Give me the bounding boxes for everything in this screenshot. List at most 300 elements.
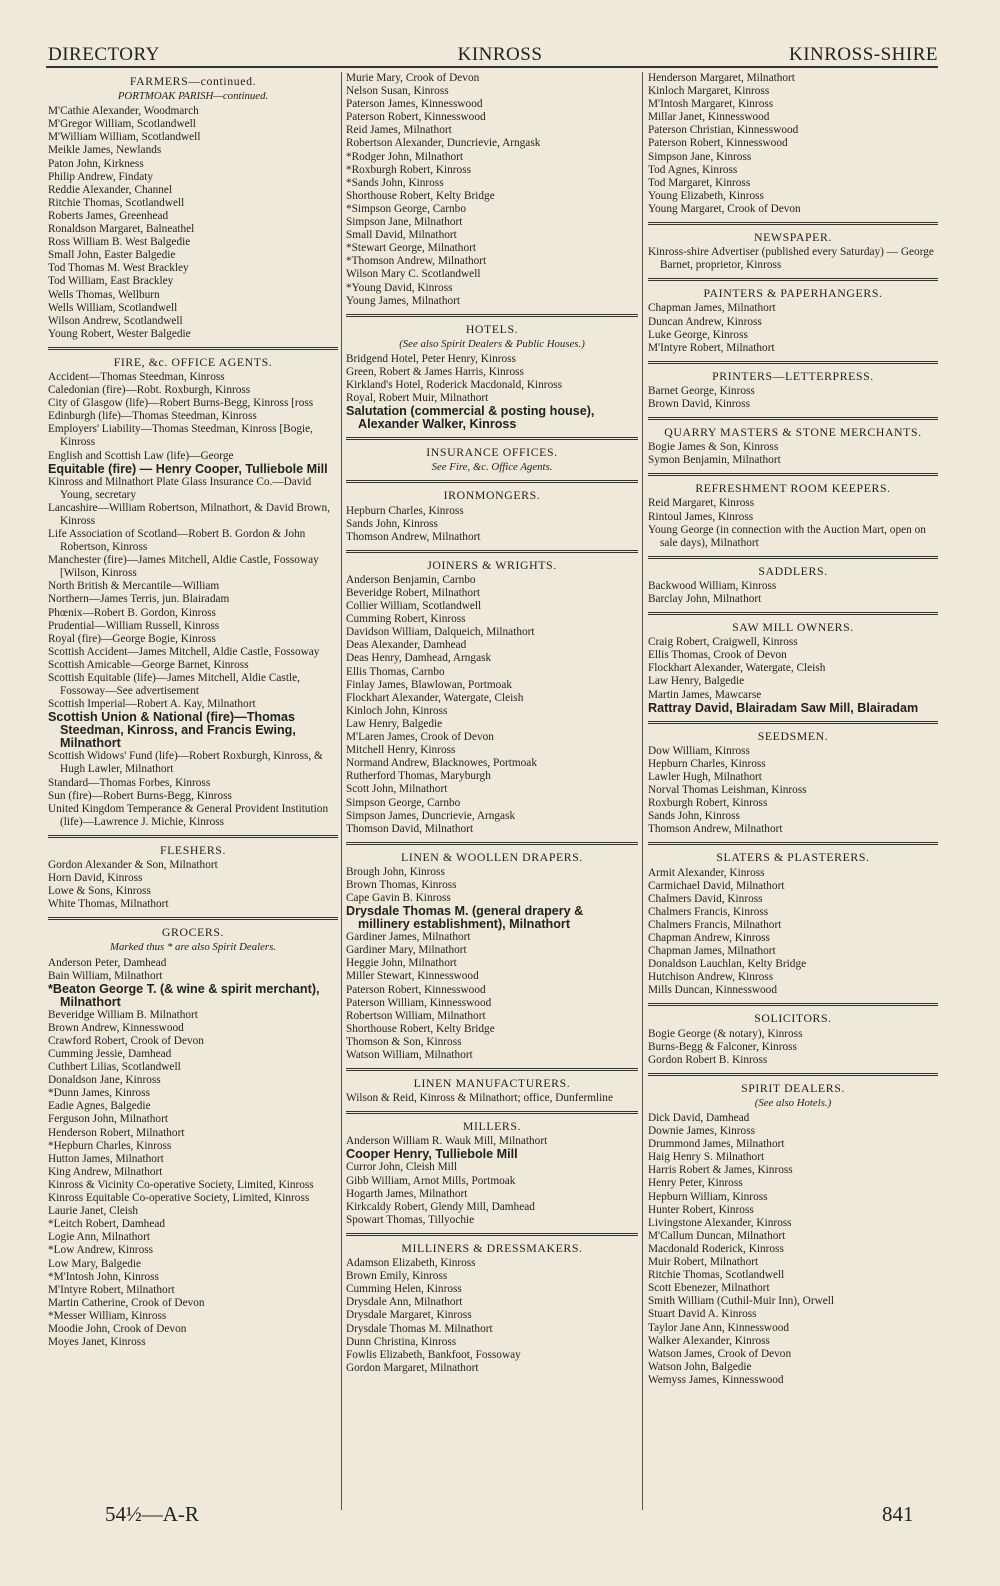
directory-entry: Royal, Robert Muir, Milnathort <box>346 392 489 405</box>
directory-section <box>346 72 638 308</box>
directory-entry: Lowe & Sons, Kinross <box>48 885 151 898</box>
section-separator <box>346 1111 638 1114</box>
directory-entry: Tod William, East Brackley <box>48 275 174 288</box>
directory-entry: Rutherford Thomas, Maryburgh <box>346 770 491 783</box>
directory-entry: Simpson George, Carnbo <box>346 796 461 809</box>
directory-entry: Caledonian (fire)—Robt. Roxburgh, Kinross <box>48 384 251 397</box>
header-right-title: KINROSS-SHIRE <box>788 44 938 65</box>
directory-entry: Hepburn Charles, Kinross <box>648 757 766 770</box>
directory-entry: Macdonald Roderick, Kinross <box>648 1242 784 1255</box>
section-separator <box>648 222 938 225</box>
directory-entry: Smith William (Cuthil-Muir Inn), Orwell <box>648 1295 835 1308</box>
section-separator <box>346 314 638 317</box>
directory-entry: Ferguson John, Milnathort <box>48 1113 168 1126</box>
directory-entry: Kinross-shire Advertiser (published every Saturday) — George Barnet, proprietor, Kinross <box>648 246 934 272</box>
directory-entry: Salutation (commercial & posting house), Alexander Walker, Kinross <box>346 404 595 432</box>
directory-entry: Phœnix—Robert B. Gordon, Kinross <box>48 606 216 619</box>
directory-entry: Wilson & Reid, Kinross & Milnathort; office, Dunfermline <box>346 1092 613 1105</box>
section-subtitle: PORTMOAK PARISH—continued. <box>117 90 269 103</box>
section-title: SEEDSMEN. <box>757 728 829 743</box>
directory-entry: Armit Alexander, Kinross <box>648 866 765 879</box>
directory-entry: Curror John, Cleish Mill <box>346 1161 458 1174</box>
directory-entry: Watson John, Balgedie <box>648 1360 752 1373</box>
directory-entry: Sun (fire)—Robert Burns-Begg, Kinross <box>48 789 232 802</box>
directory-section <box>648 1082 938 1387</box>
directory-entry: Shorthouse Robert, Kelty Bridge <box>346 1022 495 1035</box>
directory-entry: Watson William, Milnathort <box>346 1049 473 1061</box>
directory-entry: Royal (fire)—George Bogie, Kinross <box>48 632 216 645</box>
directory-entry: Laurie Janet, Cleish <box>48 1205 139 1218</box>
directory-entry: Employers' Liability—Thomas Steedman, Kinross [Bogie, Kinross <box>48 423 313 449</box>
directory-section <box>346 489 638 543</box>
directory-entry: Harris Robert & James, Kinross <box>648 1164 793 1177</box>
section-separator <box>648 361 938 364</box>
section-separator <box>48 835 338 838</box>
directory-entry: *M'Intosh John, Kinross <box>48 1270 159 1283</box>
directory-entry: Eadie Agnes, Balgedie <box>48 1100 151 1113</box>
directory-entry: Wells Thomas, Wellburn <box>48 288 160 301</box>
directory-entry: Collier William, Scotlandwell <box>346 600 482 613</box>
section-title: SADDLERS. <box>758 563 828 578</box>
section-separator <box>346 1233 638 1236</box>
directory-entry: *Leitch Robert, Damhead <box>48 1218 166 1231</box>
directory-entry: Cuthbert Lilias, Scotlandwell <box>48 1061 181 1074</box>
directory-entry: Logie Ann, Milnathort <box>48 1231 150 1244</box>
directory-entry: Stuart David A. Kinross <box>648 1308 757 1321</box>
directory-entry: Scott John, Milnathort <box>346 783 448 796</box>
directory-entry: Rattray David, Blairadam Saw Mill, Blairadam <box>648 700 919 715</box>
directory-entry: Hunter Robert, Kinross <box>648 1203 754 1216</box>
section-title: SAW MILL OWNERS. <box>732 620 854 635</box>
directory-entry: Law Henry, Balgedie <box>346 717 443 730</box>
directory-entry: Drysdale Ann, Milnathort <box>346 1296 463 1309</box>
directory-entry: Luke George, Kinross <box>648 328 748 341</box>
header-left-title: DIRECTORY <box>48 44 160 65</box>
directory-entry: Dunn Christina, Kinross <box>346 1335 457 1348</box>
directory-entry: Brown Thomas, Kinross <box>346 878 457 891</box>
directory-entry: Young Elizabeth, Kinross <box>648 189 764 202</box>
directory-entry: Simpson Jane, Kinross <box>648 150 752 163</box>
directory-entry: Kinross & Vicinity Co-operative Society, Limited, Kinross <box>48 1178 314 1191</box>
directory-entry: Chapman James, Milnathort <box>648 302 776 315</box>
section-subtitle: (See also Spirit Dealers & Public Houses.) <box>399 337 585 350</box>
directory-entry: Thomson Andrew, Milnathort <box>346 530 481 543</box>
directory-entry: Beveridge William B. Milnathort <box>48 1008 198 1021</box>
directory-entry: Murie Mary, Crook of Devon <box>346 72 480 84</box>
section-separator <box>346 437 638 440</box>
directory-entry: Bogie James & Son, Kinross <box>648 441 779 454</box>
directory-section <box>346 1242 638 1375</box>
directory-entry: Kirkcaldy Robert, Glendy Mill, Damhead <box>346 1200 535 1213</box>
directory-entry: Reid Margaret, Kinross <box>648 497 755 510</box>
directory-entry: Young Robert, Wester Balgedie <box>48 327 191 340</box>
directory-entry: Hutchison Andrew, Kinross <box>648 971 774 984</box>
directory-entry: Kinross and Milnathort Plate Glass Insurance Co.—David Young, secretary <box>48 475 312 501</box>
directory-entry: Manchester (fire)—James Mitchell, Aldie Castle, Fossoway [Wilson, Kinross <box>48 554 319 580</box>
directory-entry: *Roxburgh Robert, Kinross <box>346 163 471 176</box>
section-title: JOINERS & WRIGHTS. <box>427 557 557 572</box>
directory-entry: Reid James, Milnathort <box>346 124 452 137</box>
directory-entry: Drysdale Margaret, Kinross <box>346 1309 472 1322</box>
directory-entry: Chapman James, Milnathort <box>648 945 776 958</box>
directory-entry: *Thomson Andrew, Milnathort <box>346 255 487 268</box>
directory-entry: Haig Henry S. Milnathort <box>648 1151 765 1164</box>
directory-entry: Sands John, Kinross <box>346 517 438 530</box>
directory-entry: Martin Catherine, Crook of Devon <box>48 1296 205 1309</box>
directory-entry: Chalmers Francis, Milnathort <box>648 918 782 931</box>
section-title: FLESHERS. <box>159 842 227 857</box>
directory-entry: Chapman Andrew, Kinross <box>648 931 770 944</box>
directory-entry: Shorthouse Robert, Kelty Bridge <box>346 189 495 202</box>
directory-entry: M'Intosh Margaret, Kinross <box>648 98 774 111</box>
directory-entry: Downie James, Kinross <box>648 1125 755 1138</box>
directory-entry: Dow William, Kinross <box>648 744 750 757</box>
directory-entry: Bogie George (& notary), Kinross <box>648 1027 803 1040</box>
section-title: PRINTERS—LETTERPRESS. <box>712 368 874 383</box>
directory-entry: Northern—James Terris, jun. Blairadam <box>48 593 230 606</box>
directory-entry: Tod Thomas M. West Brackley <box>48 262 189 275</box>
section-title: MILLINERS & DRESSMAKERS. <box>401 1240 583 1255</box>
directory-section <box>648 72 938 216</box>
directory-entry: Normand Andrew, Blacknowes, Portmoak <box>346 757 537 770</box>
section-title: MILLERS. <box>462 1119 522 1134</box>
directory-entry: Low Mary, Balgedie <box>48 1257 142 1270</box>
directory-entry: Spowart Thomas, Tillyochie <box>346 1213 475 1226</box>
directory-entry: *Simpson George, Carnbo <box>346 202 466 215</box>
directory-entry: Nelson Susan, Kinross <box>346 85 449 98</box>
directory-entry: Paterson William, Kinnesswood <box>346 996 492 1009</box>
directory-entry: Meikle James, Newlands <box>48 144 162 157</box>
directory-entry: Paton John, Kirkness <box>48 157 144 170</box>
directory-entry: Ellis Thomas, Carnbo <box>346 665 445 678</box>
directory-entry: *Young David, Kinross <box>346 281 453 294</box>
directory-entry: Walker Alexander, Kinross <box>648 1334 770 1347</box>
directory-entry: Wilson Andrew, Scotlandwell <box>48 314 183 327</box>
directory-entry: Law Henry, Balgedie <box>648 675 745 688</box>
section-title: LINEN MANUFACTURERS. <box>413 1076 571 1091</box>
directory-entry: Roberts James, Greenhead <box>48 209 169 222</box>
directory-entry: Scottish Widows' Fund (life)—Robert Roxburgh, Kinross, & Hugh Lawler, Milnathort <box>48 750 323 776</box>
section-separator <box>648 612 938 615</box>
directory-entry: Bridgend Hotel, Peter Henry, Kinross <box>346 352 516 365</box>
section-separator <box>346 1068 638 1071</box>
directory-entry: Hepburn Charles, Kinross <box>346 504 464 517</box>
directory-entry: Mitchell Henry, Kinross <box>346 744 456 757</box>
directory-entry: Carmichael David, Milnathort <box>648 879 785 892</box>
directory-entry: Small John, Easter Balgedie <box>48 249 176 262</box>
section-separator <box>48 917 338 920</box>
directory-entry: Duncan Andrew, Kinross <box>648 315 762 328</box>
directory-entry: Reddie Alexander, Channel <box>48 183 173 196</box>
directory-entry: Donaldson Jane, Kinross <box>48 1074 161 1087</box>
directory-entry: Scott Ebenezer, Milnathort <box>648 1282 770 1295</box>
directory-entry: Roxburgh Robert, Kinross <box>648 797 768 810</box>
directory-entry: Accident—Thomas Steedman, Kinross <box>48 370 225 383</box>
directory-entry: Drummond James, Milnathort <box>648 1138 785 1151</box>
directory-entry: *Stewart George, Milnathort <box>346 242 476 255</box>
header-center-title: KINROSS <box>457 44 543 65</box>
directory-entry: Paterson Robert, Kinnesswood <box>346 983 486 996</box>
directory-entry: Brown David, Kinross <box>648 397 750 410</box>
directory-entry: United Kingdom Temperance & General Provident Institution (life)—Lawrence J. Michie, Kinross <box>48 802 329 828</box>
directory-section <box>48 356 338 829</box>
directory-entry: City of Glasgow (life)—Robert Burns-Begg, Kinross [ross <box>48 397 314 410</box>
directory-entry: Wemyss James, Kinnesswood <box>648 1373 784 1386</box>
section-title: REFRESHMENT ROOM KEEPERS. <box>695 481 891 496</box>
directory-entry: Small David, Milnathort <box>346 229 457 242</box>
directory-section <box>48 926 338 1349</box>
column-divider <box>341 72 342 1510</box>
header-rule <box>46 66 938 68</box>
directory-entry: Kinross Equitable Co-operative Society, Limited, Kinross <box>48 1192 310 1205</box>
directory-entry: Symon Benjamin, Milnathort <box>648 454 781 467</box>
directory-section <box>346 446 638 474</box>
directory-entry: Bain William, Milnathort <box>48 969 163 982</box>
directory-entry: Hepburn William, Kinross <box>648 1190 768 1203</box>
directory-entry: Backwood William, Kinross <box>648 579 777 592</box>
directory-entry: M'Intyre Robert, Milnathort <box>648 341 775 354</box>
directory-entry: Cumming Helen, Kinross <box>346 1283 462 1296</box>
directory-entry: *Messer William, Kinross <box>48 1309 167 1322</box>
directory-entry: Paterson Christian, Kinnesswood <box>648 124 799 137</box>
directory-entry: Deas Henry, Damhead, Arngask <box>346 652 492 665</box>
directory-entry: Ritchie Thomas, Scotlandwell <box>48 196 185 209</box>
directory-entry: Deas Alexander, Damhead <box>346 639 467 652</box>
section-separator <box>648 417 938 420</box>
section-subtitle: (See also Hotels.) <box>754 1096 832 1109</box>
directory-section <box>648 370 938 411</box>
column-3 <box>648 72 938 1502</box>
directory-section <box>648 426 938 467</box>
section-separator <box>346 550 638 553</box>
directory-section <box>648 231 938 272</box>
section-title: SLATERS & PLASTERERS. <box>716 850 870 865</box>
directory-entry: Scottish Union & National (fire)—Thomas Steedman, Kinross, and Francis Ewing, Milnathort <box>48 710 296 751</box>
directory-section <box>48 844 338 911</box>
directory-entry: Davidson William, Dalqueich, Milnathort <box>346 626 535 639</box>
directory-entry: Anderson Peter, Damhead <box>48 956 167 969</box>
directory-entry: Mills Duncan, Kinnesswood <box>648 984 777 997</box>
directory-entry: Moodie John, Crook of Devon <box>48 1322 187 1335</box>
directory-section <box>648 730 938 837</box>
column-1 <box>48 72 338 1502</box>
directory-entry: *Low Andrew, Kinross <box>48 1244 154 1257</box>
directory-entry: Prudential—William Russell, Kinross <box>48 619 220 632</box>
directory-entry: Anderson William R. Wauk Mill, Milnathort <box>346 1135 548 1148</box>
directory-entry: Norval Thomas Leishman, Kinross <box>648 784 807 797</box>
directory-entry: Watson James, Crook of Devon <box>648 1347 792 1360</box>
directory-entry: Robertson Alexander, Duncrievie, Arngask <box>346 137 541 150</box>
directory-entry: Young Margaret, Crook of Devon <box>648 202 801 215</box>
directory-entry: M'Callum Duncan, Milnathort <box>648 1229 786 1242</box>
section-separator <box>346 480 638 483</box>
section-title: QUARRY MASTERS & STONE MERCHANTS. <box>664 425 922 440</box>
directory-entry: Drysdale Thomas M. (general drapery & millinery establishment), Milnathort <box>346 904 584 932</box>
section-separator <box>648 556 938 559</box>
directory-entry: Flockhart Alexander, Watergate, Cleish <box>648 662 826 675</box>
directory-entry: Donaldson Lauchlan, Kelty Bridge <box>648 958 807 971</box>
section-separator <box>648 1073 938 1076</box>
directory-section <box>648 1012 938 1066</box>
directory-entry: M'William William, Scotlandwell <box>48 131 201 144</box>
directory-entry: Henderson Robert, Milnathort <box>48 1126 185 1139</box>
directory-entry: Millar Janet, Kinnesswood <box>648 111 770 124</box>
directory-entry: Moyes Janet, Kinross <box>48 1336 146 1349</box>
directory-entry: Kinloch Margaret, Kinross <box>648 85 770 98</box>
section-title: HOTELS. <box>465 321 519 336</box>
directory-entry: Scottish Imperial—Robert A. Kay, Milnathort <box>48 698 256 711</box>
column-2 <box>346 72 638 1502</box>
page-number: 841 <box>882 1502 914 1526</box>
directory-entry: M'Gregor William, Scotlandwell <box>48 118 196 131</box>
directory-entry: Standard—Thomas Forbes, Kinross <box>48 776 211 789</box>
directory-entry: M'Cathie Alexander, Woodmarch <box>48 105 199 118</box>
directory-entry: Gordon Robert B. Kinross <box>648 1053 768 1066</box>
directory-entry: Ross William B. West Balgedie <box>48 236 191 249</box>
directory-entry: Flockhart Alexander, Watergate, Cleish <box>346 691 524 704</box>
directory-entry: Scottish Accident—James Mitchell, Aldie Castle, Fossoway <box>48 645 320 658</box>
section-title: FIRE, &c. OFFICE AGENTS. <box>113 354 273 369</box>
directory-entry: Livingstone Alexander, Kinross <box>648 1216 792 1229</box>
directory-entry: Henry Peter, Kinross <box>648 1177 743 1190</box>
directory-entry: *Sands John, Kinross <box>346 176 444 189</box>
directory-section <box>648 621 938 715</box>
directory-entry: Chalmers Francis, Kinross <box>648 905 769 918</box>
directory-entry: M'Intyre Robert, Milnathort <box>48 1283 175 1296</box>
section-title: PAINTERS & PAPERHANGERS. <box>703 286 883 301</box>
directory-entry: Ronaldson Margaret, Balneathel <box>48 223 195 236</box>
directory-entry: Cumming Robert, Kinross <box>346 613 466 626</box>
directory-entry: Gardiner Mary, Milnathort <box>346 944 467 957</box>
directory-entry: *Dunn James, Kinross <box>48 1087 150 1100</box>
section-title: GROCERS. <box>161 925 225 940</box>
directory-entry: Fowlis Elizabeth, Bankfoot, Fossoway <box>346 1348 521 1361</box>
directory-entry: Cape Gavin B. Kinross <box>346 892 451 905</box>
directory-entry: Thomson & Son, Kinross <box>346 1035 462 1048</box>
section-subtitle: Marked thus * are also Spirit Dealers. <box>109 941 277 954</box>
directory-entry: Martin James, Mawcarse <box>648 688 762 701</box>
directory-section <box>648 851 938 997</box>
directory-section <box>346 323 638 432</box>
section-separator <box>648 278 938 281</box>
directory-entry: North British & Mercantile—William <box>48 580 220 593</box>
directory-entry: Chalmers David, Kinross <box>648 892 763 905</box>
directory-entry: Gardiner James, Milnathort <box>346 931 471 944</box>
section-separator <box>648 473 938 476</box>
directory-entry: Cooper Henry, Tulliebole Mill <box>346 1147 518 1162</box>
directory-entry: King Andrew, Milnathort <box>48 1165 163 1178</box>
directory-entry: M'Laren James, Crook of Devon <box>346 731 494 744</box>
directory-entry: Adamson Elizabeth, Kinross <box>346 1257 476 1270</box>
directory-entry: Horn David, Kinross <box>48 872 143 885</box>
section-title: SOLICITORS. <box>754 1011 832 1026</box>
section-title: INSURANCE OFFICES. <box>426 445 558 460</box>
directory-entry: Crawford Robert, Crook of Devon <box>48 1034 204 1047</box>
directory-entry: Brown Emily, Kinross <box>346 1270 448 1283</box>
directory-entry: Paterson Robert, Kinnesswood <box>346 111 486 124</box>
section-title: LINEN & WOOLLEN DRAPERS. <box>401 849 583 864</box>
directory-entry: *Rodger John, Milnathort <box>346 150 464 163</box>
directory-entry: Thomson Andrew, Milnathort <box>648 823 783 836</box>
directory-entry: Beveridge Robert, Milnathort <box>346 587 480 599</box>
directory-entry: Henderson Margaret, Milnathort <box>648 72 795 84</box>
directory-entry: Life Association of Scotland—Robert B. Gordon & John Robertson, Kinross <box>48 528 306 554</box>
directory-entry: Paterson James, Kinnesswood <box>346 98 483 111</box>
directory-entry: Simpson Jane, Milnathort <box>346 216 463 229</box>
directory-entry: Tod Margaret, Kinross <box>648 176 751 189</box>
directory-entry: Muir Robert, Milnathort <box>648 1256 759 1269</box>
directory-entry: Drysdale Thomas M. Milnathort <box>346 1322 493 1335</box>
directory-section <box>346 851 638 1062</box>
directory-entry: Craig Robert, Craigwell, Kinross <box>648 636 798 649</box>
directory-entry: Simpson James, Duncrievie, Arngask <box>346 809 516 822</box>
directory-entry: Green, Robert & James Harris, Kinross <box>346 365 524 378</box>
directory-entry: Barnet George, Kinross <box>648 384 755 397</box>
directory-entry: Scottish Equitable (life)—James Mitchell, Aldie Castle, Fossoway—See advertisement <box>48 672 300 698</box>
directory-entry: Equitable (fire) — Henry Cooper, Tulliebole Mill <box>48 461 328 476</box>
directory-entry: Kirkland's Hotel, Roderick Macdonald, Kinross <box>346 379 563 392</box>
directory-entry: Brown Andrew, Kinnesswood <box>48 1021 184 1034</box>
directory-entry: Young George (in connection with the Auction Mart, open on sale days), Milnathort <box>648 523 926 549</box>
directory-entry: Young James, Milnathort <box>346 294 461 307</box>
directory-section <box>48 75 338 341</box>
section-separator <box>346 842 638 845</box>
section-title: IRONMONGERS. <box>443 488 541 503</box>
section-separator <box>648 721 938 724</box>
directory-entry: Gordon Alexander & Son, Milnathort <box>48 858 218 871</box>
footer-signature-mark: 54½—A-R <box>105 1502 199 1526</box>
directory-entry: Lawler Hugh, Milnathort <box>648 770 762 783</box>
directory-entry: *Beaton George T. (& wine & spirit merchant), Milnathort <box>48 981 320 1009</box>
directory-entry: White Thomas, Milnathort <box>48 898 169 911</box>
section-separator <box>48 347 338 350</box>
directory-entry: Tod Agnes, Kinross <box>648 163 738 176</box>
directory-section <box>346 1077 638 1105</box>
section-separator <box>648 1003 938 1006</box>
directory-entry: Barclay John, Milnathort <box>648 593 762 605</box>
directory-entry: Sands John, Kinross <box>648 810 740 823</box>
directory-entry: Ritchie Thomas, Scotlandwell <box>648 1269 785 1282</box>
directory-entry: Wells William, Scotlandwell <box>48 301 178 314</box>
directory-entry: Scottish Amicable—George Barnet, Kinross <box>48 658 249 671</box>
directory-entry: Robertson William, Milnathort <box>346 1009 486 1022</box>
directory-section <box>346 1120 638 1227</box>
directory-entry: Miller Stewart, Kinnesswood <box>346 970 479 983</box>
directory-entry: Paterson Robert, Kinnesswood <box>648 137 788 150</box>
directory-entry: Edinburgh (life)—Thomas Steedman, Kinross <box>48 410 257 423</box>
directory-entry: Dick David, Damhead <box>648 1112 750 1124</box>
directory-entry: Heggie John, Milnathort <box>346 957 457 970</box>
directory-section <box>648 482 938 549</box>
directory-entry: Philip Andrew, Findaty <box>48 170 154 183</box>
directory-entry: Ellis Thomas, Crook of Devon <box>648 649 787 662</box>
directory-entry: English and Scottish Law (life)—George <box>48 449 234 462</box>
directory-entry: Hutton James, Milnathort <box>48 1152 164 1165</box>
column-divider <box>642 72 643 1510</box>
directory-section <box>648 565 938 606</box>
directory-entry: Finlay James, Blawlowan, Portmoak <box>346 678 512 691</box>
directory-entry: Thomson David, Milnathort <box>346 822 474 835</box>
section-title: SPIRIT DEALERS. <box>741 1080 845 1095</box>
directory-entry: Brough John, Kinross <box>346 865 445 878</box>
directory-section <box>648 287 938 354</box>
section-title: FARMERS—continued. <box>129 74 257 88</box>
section-separator <box>648 842 938 845</box>
section-subtitle: See Fire, &c. Office Agents. <box>431 461 553 474</box>
directory-entry: *Hepburn Charles, Kinross <box>48 1139 172 1152</box>
directory-entry: Lancashire—William Robertson, Milnathort, & David Brown, Kinross <box>48 501 330 527</box>
directory-section <box>346 559 638 836</box>
